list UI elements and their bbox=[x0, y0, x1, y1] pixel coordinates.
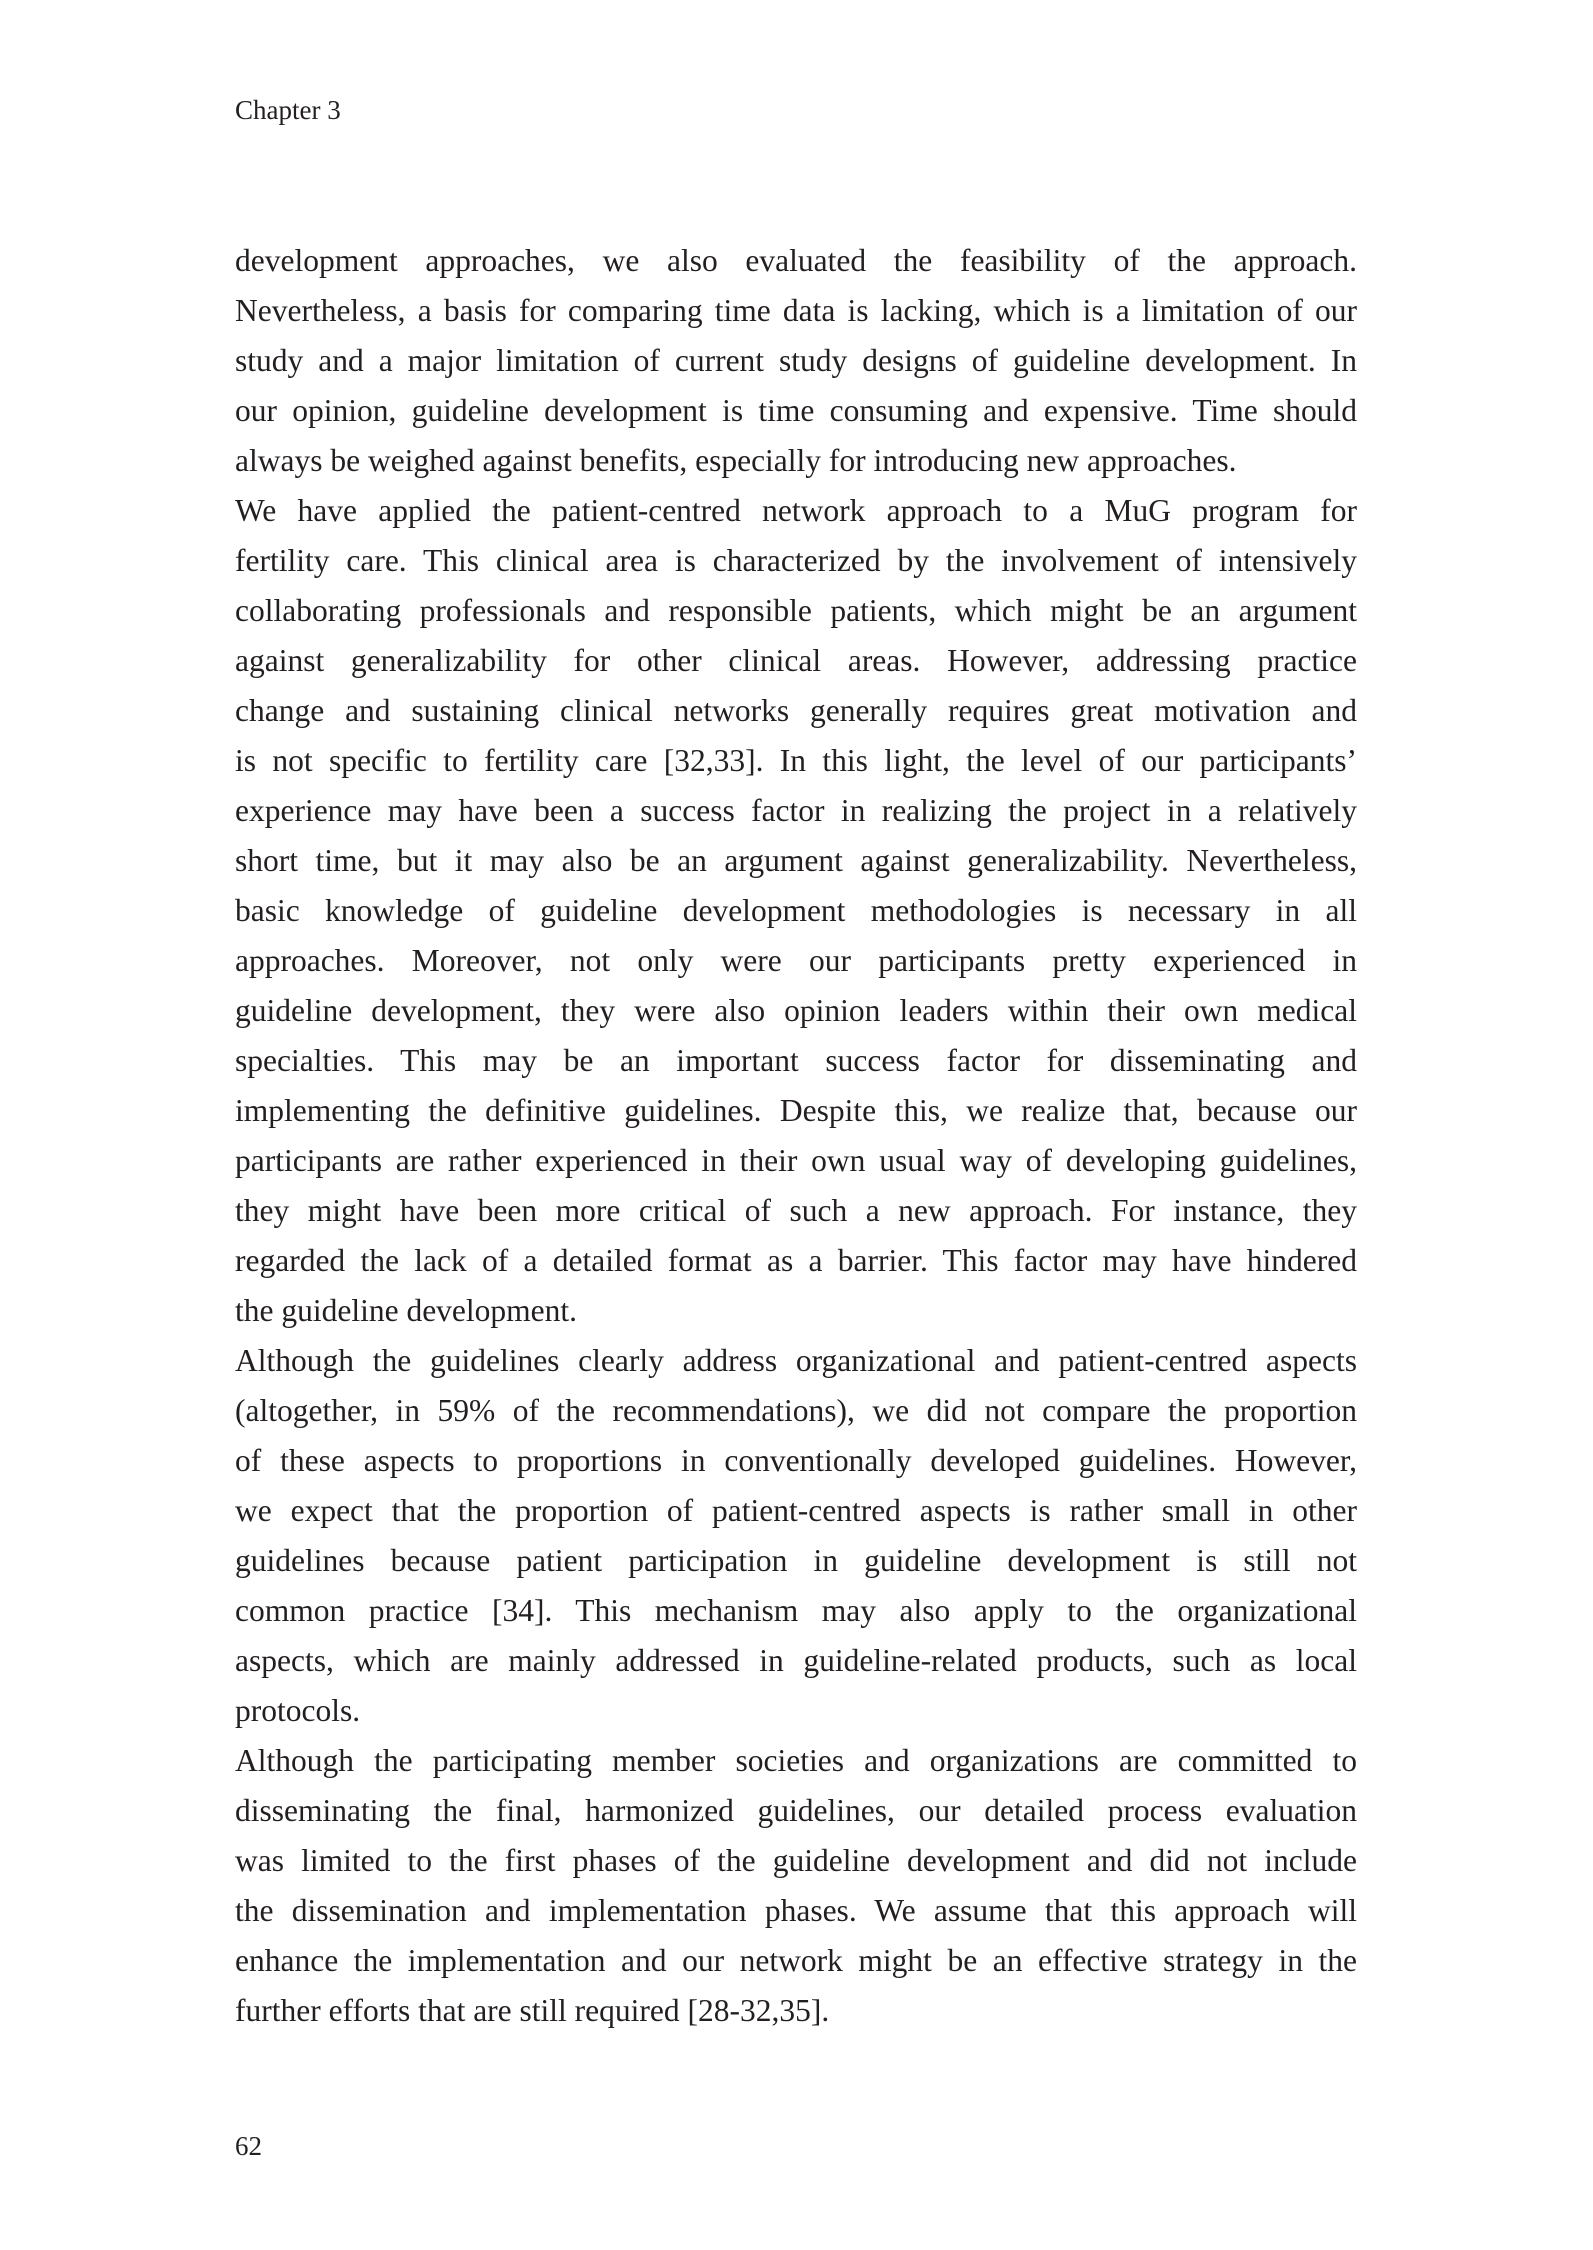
text-line: they might have been more critical of such a new approach. For instance, they bbox=[235, 1193, 1357, 1228]
text-line: disseminating the final, harmonized guidelines, our detailed process evaluation bbox=[235, 1793, 1357, 1828]
text-line: Although the participating member societies and organizations are committed to bbox=[235, 1743, 1357, 1778]
text-line: Although the guidelines clearly address organizational and patient-centred aspects bbox=[235, 1343, 1357, 1378]
text-line: our opinion, guideline development is time consuming and expensive. Time should bbox=[235, 393, 1357, 428]
text-line: change and sustaining clinical networks generally requires great motivation and bbox=[235, 693, 1358, 728]
text-line: further efforts that are still required [28-32,35]. bbox=[235, 1993, 830, 2028]
text-line: we expect that the proportion of patient-centred aspects is rather small in other bbox=[235, 1493, 1357, 1528]
text-line: guideline development, they were also opinion leaders within their own medical bbox=[235, 993, 1357, 1028]
text-line: fertility care. This clinical area is characterized by the involvement of intensively bbox=[235, 543, 1357, 578]
text-line: is not specific to fertility care [32,33]. In this light, the level of our participants’ bbox=[235, 743, 1357, 778]
text-line: participants are rather experienced in their own usual way of developing guidelines, bbox=[235, 1143, 1357, 1178]
paragraph-1 bbox=[235, 236, 1357, 486]
text-line: against generalizability for other clinical areas. However, addressing practice bbox=[235, 643, 1357, 678]
text-line: enhance the implementation and our network might be an effective strategy in the bbox=[235, 1943, 1357, 1978]
paragraph-3 bbox=[235, 1336, 1357, 1736]
paragraph-2 bbox=[235, 486, 1357, 1336]
text-line: experience may have been a success factor in realizing the project in a relatively bbox=[235, 793, 1357, 828]
text-line: study and a major limitation of current study designs of guideline development. In bbox=[235, 343, 1357, 378]
text-line: approaches. Moreover, not only were our participants pretty experienced in bbox=[235, 943, 1357, 978]
text-line: basic knowledge of guideline development methodologies is necessary in all bbox=[235, 893, 1357, 928]
text-line: aspects, which are mainly addressed in guideline-related products, such as local bbox=[235, 1643, 1357, 1678]
text-line: implementing the definitive guidelines. Despite this, we realize that, because our bbox=[235, 1093, 1357, 1128]
text-line: short time, but it may also be an argument against generalizability. Nevertheless, bbox=[235, 843, 1357, 878]
text-line: the guideline development. bbox=[235, 1293, 578, 1328]
text-line: regarded the lack of a detailed format as a barrier. This factor may have hindered bbox=[235, 1243, 1357, 1278]
text-line: always be weighed against benefits, especially for introducing new approaches. bbox=[235, 443, 1237, 478]
text-line: the dissemination and implementation phases. We assume that this approach will bbox=[235, 1893, 1357, 1928]
text-line: was limited to the first phases of the guideline development and did not include bbox=[235, 1843, 1357, 1878]
text-line: Nevertheless, a basis for comparing time data is lacking, which is a limitation of our bbox=[235, 293, 1357, 328]
running-header: Chapter 3 bbox=[235, 95, 341, 125]
paragraph-4 bbox=[235, 1736, 1357, 2036]
text-line: collaborating professionals and responsible patients, which might be an argument bbox=[235, 593, 1357, 628]
page-number: 62 bbox=[235, 2131, 262, 2161]
text-line: protocols. bbox=[235, 1693, 361, 1728]
text-line: guidelines because patient participation in guideline development is still not bbox=[235, 1543, 1357, 1578]
text-line: We have applied the patient-centred network approach to a MuG program for bbox=[235, 493, 1357, 528]
text-line: of these aspects to proportions in conventionally developed guidelines. However, bbox=[235, 1443, 1357, 1478]
text-line: common practice [34]. This mechanism may also apply to the organizational bbox=[235, 1593, 1357, 1628]
body-text bbox=[235, 236, 1357, 2036]
text-line: specialties. This may be an important success factor for disseminating and bbox=[235, 1043, 1357, 1078]
text-line: development approaches, we also evaluated the feasibility of the approach. bbox=[235, 243, 1357, 278]
text-line: (altogether, in 59% of the recommendations), we did not compare the proportion bbox=[235, 1393, 1358, 1428]
